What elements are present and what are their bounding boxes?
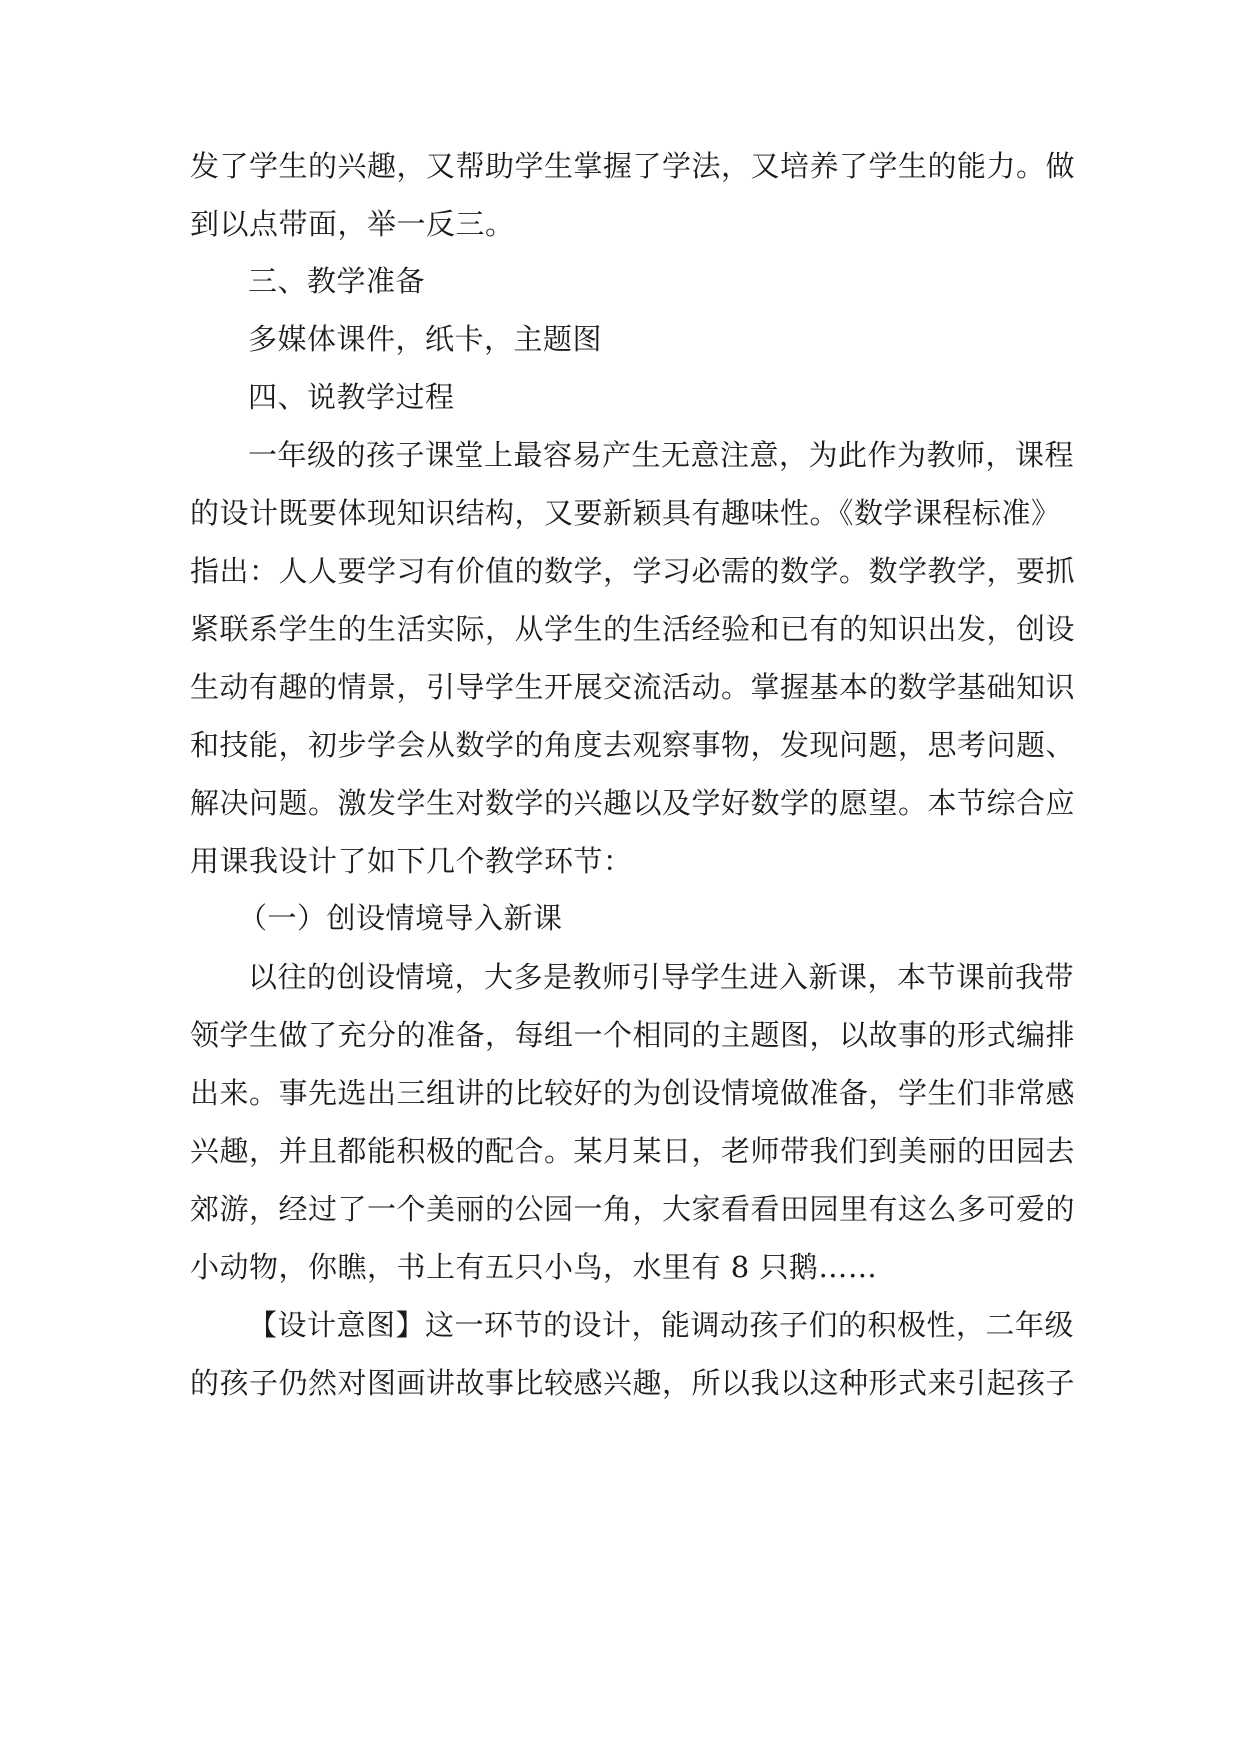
- paragraph-line: 和技能，初步学会从数学的角度去观察事物，发现问题，思考问题、: [190, 728, 1076, 762]
- text-line-2: 到以点带面，举一反三。: [190, 207, 515, 241]
- paragraph-line: 领学生做了充分的准备，每组一个相同的主题图，以故事的形式编排: [190, 1018, 1076, 1052]
- paragraph-line: 生动有趣的情景，引导学生开展交流活动。掌握基本的数学基础知识: [190, 670, 1076, 704]
- paragraph-line: 兴趣，并且都能积极的配合。某月某日，老师带我们到美丽的田园去: [190, 1134, 1076, 1168]
- paragraph-line: 小动物，你瞧，书上有五只小鸟，水里有 8 只鹅……: [190, 1250, 878, 1284]
- text-line-materials: 多媒体课件，纸卡，主题图: [248, 322, 603, 356]
- paragraph-line: 指出：人人要学习有价值的数学，学习必需的数学。数学教学，要抓: [190, 554, 1076, 588]
- section-heading-preparation: 三、教学准备: [248, 264, 426, 298]
- text-line-1: 发了学生的兴趣，又帮助学生掌握了学法，又培养了学生的能力。做: [190, 149, 1076, 183]
- paragraph-line: 解决问题。激发学生对数学的兴趣以及学好数学的愿望。本节综合应: [190, 786, 1076, 820]
- paragraph-line: 郊游，经过了一个美丽的公园一角，大家看看田园里有这么多可爱的: [190, 1192, 1076, 1226]
- paragraph-line: 的设计既要体现知识结构，又要新颖具有趣味性。《数学课程标准》: [190, 496, 1061, 530]
- paragraph-line: 一年级的孩子课堂上最容易产生无意注意，为此作为教师，课程: [248, 438, 1075, 472]
- subsection-heading: （一）创设情境导入新课: [238, 901, 563, 935]
- paragraph-line: 的孩子仍然对图画讲故事比较感兴趣，所以我以这种形式来引起孩子: [190, 1366, 1076, 1400]
- paragraph-line: 紧联系学生的生活实际，从学生的生活经验和已有的知识出发，创设: [190, 612, 1076, 646]
- paragraph-line: 以往的创设情境，大多是教师引导学生进入新课，本节课前我带: [248, 960, 1075, 994]
- paragraph-line: 用课我设计了如下几个教学环节：: [190, 844, 633, 878]
- section-heading-process: 四、说教学过程: [248, 380, 455, 414]
- paragraph-line: 出来。事先选出三组讲的比较好的为创设情境做准备，学生们非常感: [190, 1076, 1076, 1110]
- design-intent-line: 【设计意图】这一环节的设计，能调动孩子们的积极性，二年级: [248, 1308, 1075, 1342]
